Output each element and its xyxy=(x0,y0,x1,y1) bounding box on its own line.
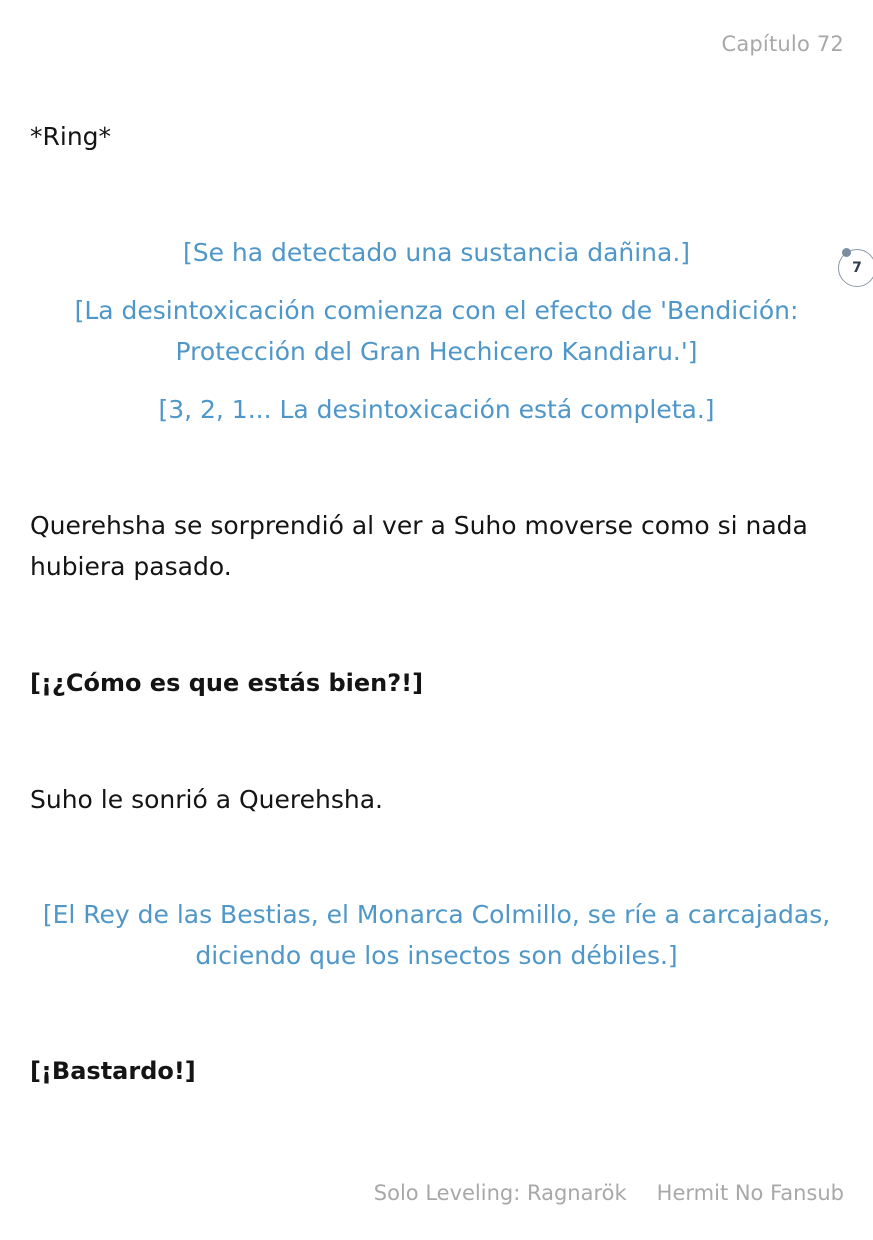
system-message-harmful-substance: [Se ha detectado una sustancia dañina.] xyxy=(182,238,691,267)
ring-sound-text: *Ring* xyxy=(30,122,112,151)
system-message-detox-start-line-2: Protección del Gran Hechicero Kandiaru.'] xyxy=(175,337,698,366)
system-message-detox-start-line-1: [La desintoxicación comienza con el efecto de 'Bendición: xyxy=(74,296,799,325)
chapter-label: Capítulo 72 xyxy=(721,32,844,56)
footer-group-name: Hermit No Fansub xyxy=(656,1181,844,1205)
page-number: 7 xyxy=(852,260,862,276)
dialogue-bold-line: [¡¿Cómo es que estás bien?!] xyxy=(30,669,424,697)
page-number-badge[interactable] xyxy=(838,249,873,287)
indicator-dot-icon xyxy=(842,248,851,257)
system-message-beast-king-line-2: diciendo que los insectos son débiles.] xyxy=(195,941,678,970)
footer-series-title: Solo Leveling: Ragnarök xyxy=(373,1181,627,1205)
system-message-beast-king-line-1: [El Rey de las Bestias, el Monarca Colmillo, se ríe a carcajadas, xyxy=(42,900,831,929)
narration-paragraph-smile: Suho le sonrió a Querehsha. xyxy=(30,785,383,814)
footer xyxy=(374,1181,844,1205)
narration-paragraph-line-2: hubiera pasado. xyxy=(30,552,232,581)
system-message-detox-complete: [3, 2, 1... La desintoxicación está completa.] xyxy=(158,395,715,424)
dialogue-bastard-line: [¡Bastardo!] xyxy=(30,1057,196,1085)
narration-paragraph-line-1: Querehsha se sorprendió al ver a Suho moverse como si nada xyxy=(30,511,808,540)
